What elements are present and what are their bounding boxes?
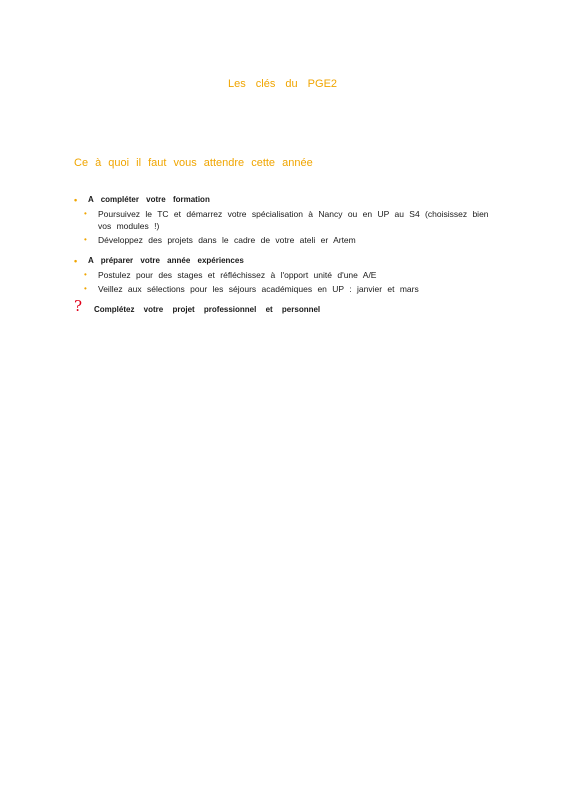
content-body [74, 194, 494, 316]
list-item [74, 234, 494, 246]
sub-list [74, 269, 494, 295]
final-statement-text: Complétez votre projet professionnel et personnel [94, 305, 321, 314]
bullet-icon: • [74, 195, 78, 205]
list-item [74, 208, 494, 232]
block-experiences [74, 255, 494, 295]
section-heading: Ce à quoi il faut vous attendre cette année [74, 157, 313, 169]
block-title-text: A préparer votre année expériences [88, 256, 244, 265]
list-item-text: Postulez pour des stages et réfléchissez à l'opport unité d'une A/E [98, 270, 377, 280]
bullet-icon: • [84, 209, 87, 218]
list-item-text: Poursuivez le TC et démarrez votre spécialisation à Nancy ou en UP au S4 (choisissez bien vos modules !) [98, 209, 489, 231]
page-title: Les clés du PGE2 [227, 78, 338, 90]
final-statement [74, 297, 494, 316]
bullet-icon: • [74, 256, 78, 266]
block-title-text: A compléter votre formation [88, 195, 210, 204]
question-mark-icon: ? [74, 297, 83, 315]
bullet-icon: • [84, 270, 87, 279]
block-title [74, 255, 494, 267]
list-item-text: Développez des projets dans le cadre de votre ateli er Artem [98, 235, 356, 245]
block-formation [74, 194, 494, 246]
list-item-text: Veillez aux sélections pour les séjours académiques en UP : janvier et mars [98, 284, 419, 294]
list-item [74, 269, 494, 281]
list-item [74, 283, 494, 295]
block-title [74, 194, 494, 206]
bullet-icon: • [84, 284, 87, 293]
sub-list [74, 208, 494, 246]
bullet-icon: • [84, 235, 87, 244]
